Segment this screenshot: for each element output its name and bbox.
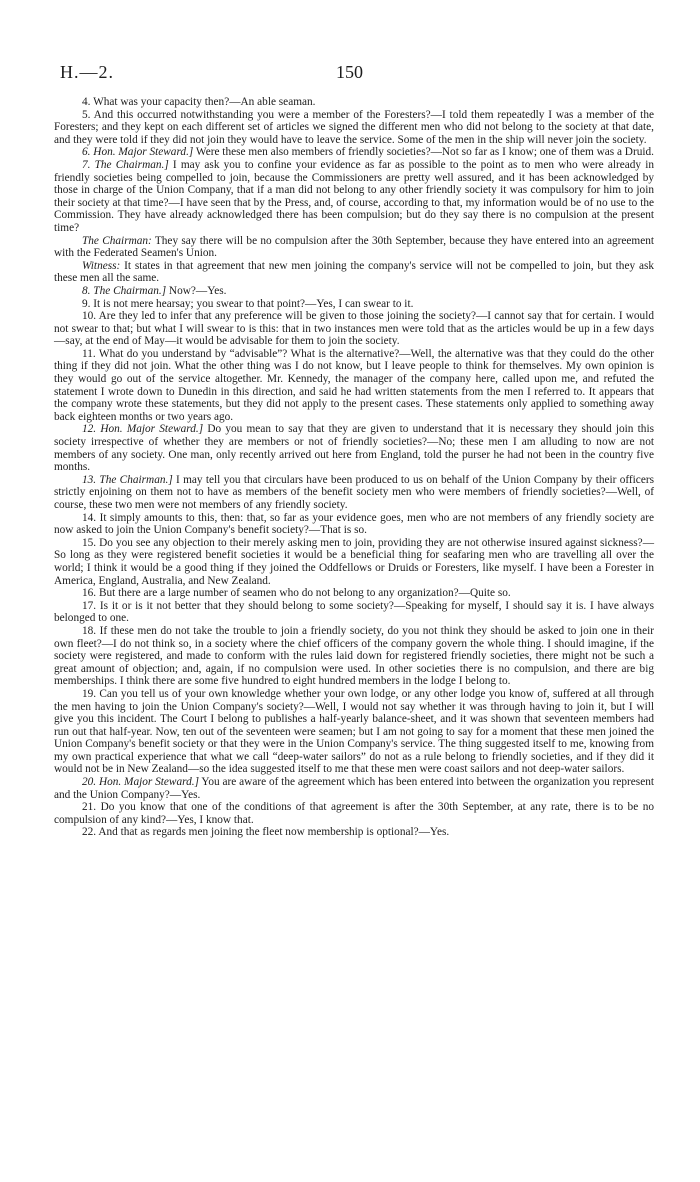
paragraph: 7. The Chairman.] I may ask you to confine your evidence as far as possible to the point as to men who were already in friendly societies being compelled to join, because the Commissioners are pretty well assured, and it has been acknowledged by those in charge of the Union Company, that if a man did not belong to any other friendly society it was compulsory for him to join their society at that time?—I have seen that by the Press, and, of course, according to that, my information would be of no use to the Commission. They have already acknowledged there has been compulsion; but do they say there is no compulsion at the present time? <box>54 158 655 234</box>
paragraph: 10. Are they led to infer that any preference will be given to those joining the society?—I cannot say that for certain. I would not swear to that; but what I will swear to is this: that in two instances men were told that as the articles would be up in a few days—say, at the end of May—it would be advisable for them to join the society. <box>54 310 654 348</box>
paragraph: 14. It simply amounts to this, then: that, so far as your evidence goes, men who are not members of any friendly society are now asked to join the Union Company's benefit society?—That is so. <box>54 511 654 537</box>
paragraph: 13. The Chairman.] I may tell you that circulars have been produced to us on behalf of the Union Company by their officers strictly enjoining on them not to have as members of the benefit society men who were members of friendly societies?—Well, of course, these two men were not members of any friendly society. <box>54 473 654 511</box>
paragraph: 5. And this occurred notwithstanding you were a member of the Foresters?—I told them repeatedly I was a member of the Foresters; and they kept on each different set of articles we signed the different men who did not belong to the society at that date, and they were told if they did not join they would have to leave the service. Some of the men in the ship will never join the society. <box>54 108 654 146</box>
paragraph: 16. But there are a large number of seamen who do not belong to any organization?—Quite so. <box>82 587 511 600</box>
testimony-body <box>54 96 654 839</box>
paragraph: 6. Hon. Major Steward.] Were these men also members of friendly societies?—Not so far as I know; one of them was a Druid. <box>82 146 654 159</box>
paragraph: 17. Is it or is it not better that they should belong to some society?—Speaking for myself, I should say it is. I have always belonged to one. <box>54 599 654 625</box>
paragraph: 8. The Chairman.] Now?—Yes. <box>82 284 227 297</box>
paragraph: 22. And that as regards men joining the fleet now membership is optional?—Yes. <box>82 826 450 839</box>
paragraph: 12. Hon. Major Steward.] Do you mean to say that they are given to understand that it is necessary they should join this society irrespective of whether they are members or not of friendly societies?—No; these men I am alluding to now are not members of any society. One man, only recently arrived out here from England, told the purser he had not been in the country five months. <box>54 423 654 474</box>
paragraph: 11. What do you understand by “advisable”? What is the alternative?—Well, the alternative was that they could do the other thing if they did not join. What the other thing was I do not know, but I leave people to think for themselves. My own opinion is they would go out of the service altogether. Mr. Kennedy, the manager of the company here, called upon me, and refuted the statement I wrote down to Dunedin in this direction, and said he had written statements from the men I referred to. It appears that the company wrote these statements, but they did not apply to the present cases. These statements only applied to something away back eighteen months or two years ago. <box>54 347 654 423</box>
paragraph: 20. Hon. Major Steward.] You are aware of the agreement which has been entered into between the organization you represent and the Union Company?—Yes. <box>54 776 654 801</box>
paragraph: 21. Do you know that one of the conditions of that agreement is after the 30th September, at any rate, there is to be no compulsion of any kind?—Yes, I know that. <box>54 801 654 826</box>
paragraph: 18. If these men do not take the trouble to join a friendly society, do you not think they should be asked to join one in their own fleet?—I do not think so, in a society where the chief officers of the company govern the whole thing. I should imagine, if the society were registered, and made to conform with the rules laid down for registered friendly societies, there might not be such a great amount of objection; and, again, if no compulsion were used. In other societies there is no compulsion, and there are big memberships. I think there are some five hundred to eight hundred members in the lodge I belong to. <box>54 624 654 688</box>
paragraph: Witness: It states in that agreement that new men joining the company's service will not be compelled to join, but they ask these men all the same. <box>54 259 654 285</box>
paragraph: 4. What was your capacity then?—An able seaman. <box>82 96 316 108</box>
paragraph: 15. Do you see any objection to their merely asking men to join, providing they are not otherwise insured against sickness?—So long as they were registered benefit societies it would be a beneficial thing for seafaring men who are travelling all over the world; I think it would be a good thing if they joined the Oddfellows or Druids or Foresters, like myself. I have been a Forester in America, England, Australia, and New Zealand. <box>54 536 654 587</box>
page-number: 150 <box>336 62 363 82</box>
paragraph: 19. Can you tell us of your own knowledge whether your own lodge, or any other lodge you know of, suffered at all through the men having to join the Union Company's society?—Well, I would not say whether it was through having to join it, but I will give you this incident. The Court I belong to publishes a half-yearly balance-sheet, and it was shown that seventeen members had run out that half-year. Now, ten out of the seventeen were seamen; but I am not going to say for a moment that these men joined the Union Company's benefit society or that they were in the Union Company's service. The thing suggested itself to me, knowing from my own practical experience that what we call “deep-water sailors” do not as a rule belong to friendly societies, and if they did it would not be in New Zealand—so the idea suggested itself to me that these men were coast sailors and not deep-water sailors. <box>54 687 654 776</box>
paragraph: 9. It is not mere hearsay; you swear to that point?—Yes, I can swear to it. <box>82 297 414 310</box>
document-reference: H.—2. <box>60 62 114 82</box>
paragraph: The Chairman: They say there will be no compulsion after the 30th September, because they have entered into an agreement with the Federated Seamen's Union. <box>54 234 654 260</box>
